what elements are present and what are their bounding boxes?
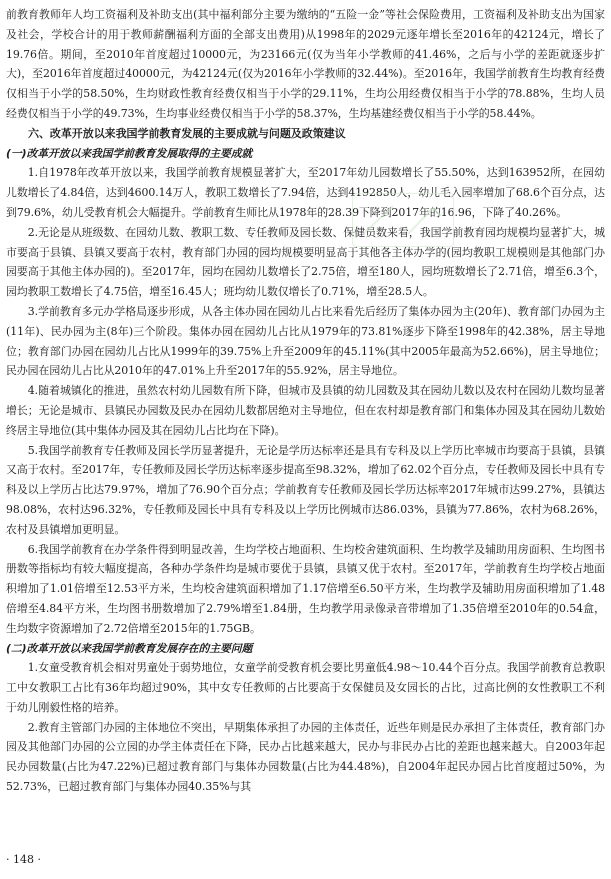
paragraph-achievement-6: 6.我国学前教育在办学条件得到明显改善，生均学校占地面积、生均校舍建筑面积、生均教学及辅助用房面积、生均图书册数等指标均有较大幅度提高，各种办学条件均是城市要优于县镇，县镇又优于农村。至2017年，学前教育生均学校占地面积增加了1.01倍增至12.53平方米，生均校舍建筑面积增加了1.17倍增至6.50平方米，生均教学及辅助用房面积增加了1.48倍增至4.84平方米，生均图书册数增加了2.79%增至1.84册，生均教学用录像录音带增加了1.35倍增至2010年的0.54盒，生均数字资源增加了2.72倍增至2015年的1.75GB。 bbox=[6, 542, 605, 635]
document-body bbox=[6, 5, 605, 797]
paragraph-achievement-1: 1.自1978年改革开放以来，我国学前教育规模显著扩大，至2017年幼儿园数增长了55.50%，达到163952所，在园幼儿数增长了4.84倍，达到4600.14万人，教职工数增长了7.94倍，达到4192850人，幼儿毛入园率增加了68.6个百分点，达到79.6%，幼儿受教育机会大幅提升。学前教育生师比从1978年的28.39下降到2017年的16.96，下降了40.26%。 bbox=[6, 166, 605, 219]
subsection-heading-achievements: (一)改革开放以来我国学前教育发展取得的主要成就 bbox=[6, 146, 253, 160]
green-stamp-icon bbox=[352, 193, 454, 247]
paragraph-achievement-3: 3.学前教育多元办学格局逐步形成，从各主体办园在园幼儿占比来看先后经历了集体办园为主(20年)、教育部门办园为主(11年)、民办园为主(8年)三个阶段。集体办园在园幼儿占比从1979年的73.81%逐步下降至1998年的42.38%，居主导地位；教育部门办园在园幼儿占比从1999年的39.75%上升至2009年的45.11%(其中2005年最高为52.66%)，居主导地位；民办园在园幼儿占比从2010年的47.01%上升至2017年的55.92%，居主导地位。 bbox=[6, 304, 605, 378]
paragraph-achievement-2: 2.无论是从班级数、在园幼儿数、教职工数、专任教师及园长数、保健员数来看，我国学前教育园均规模均显著扩大，城市要高于县镇、县镇又要高于农村，教育部门办园的园均规模要明显高于其他各主体办学的(园均教职工规模则是其他部门办园要高于其他主体办园的)。至2017年，园均在园幼儿数增长了2.75倍，增至180人，园均班数增长了2.71倍，增至6.3个，园均教职工数增长了4.75倍，增至16.45人；班均幼儿数仅增长了0.71%，增至28.5人。 bbox=[6, 225, 605, 299]
paragraph-problem-2: 2.教育主管部门办园的主体地位不突出，早期集体承担了办园的主体责任，近些年则是民办承担了主体责任，教育部门办园及其他部门办园的公立园的办学主体责任在下降，民办占比越来越大，民办与非民办占比的差距也越来越大。自2003年起民办园数量(占比为47.22%)已超过教育部门与集体办园数量(占比为44.48%)，自2004年起民办园占比首度超过50%，为52.73%，已超过教育部门与集体办园40.35%与其 bbox=[6, 720, 605, 794]
paragraph-problem-1: 1.女童受教育机会相对男童处于弱势地位，女童学前受教育机会要比男童低4.98～10.44个百分点。我国学前教育总教职工中女教职工占比有36年均超过90%，其中女专任教师的占比要高于女保健员及女园长的占比，过高比例的女性教职工不利于幼儿刚毅性格的培养。 bbox=[6, 661, 605, 714]
section-heading: 六、改革开放以来我国学前教育发展的主要成就与问题及政策建议 bbox=[28, 126, 346, 140]
paragraph-achievement-5: 5.我国学前教育专任教师及园长学历显著提升，无论是学历达标率还是具有专科及以上学历比率城市均要高于县镇，县镇又高于农村。至2017年，专任教师及园长学历达标率逐步提高至98.32%，增加了62.02个百分点，专任教师及园长中具有专科及以上学历占比达79.97%，增加了76.90个百分点；学前教育专任教师及园长学历达标率2017年城市达99.27%，县镇达98.08%，农村达96.32%，专任教师及园长中具有专科及以上学历比例城市达86.03%，县镇为77.86%，农村为68.26%，农村及县镇增加更明显。 bbox=[6, 443, 605, 536]
paragraph-achievement-4: 4.随着城镇化的推进，虽然农村幼儿园数有所下降，但城市及县镇的幼儿园数及其在园幼儿数以及农村在园幼儿数均显著增长；无论是城市、县镇民办园数及民办在园幼儿数都居绝对主导地位，但在农村却是教育部门和集体办园及其在园幼儿数始终居主导地位(其中集体办园及其在园幼儿占比均在下降)。 bbox=[6, 384, 605, 437]
subsection-heading-problems: (二)改革开放以来我国学前教育发展存在的主要问题 bbox=[6, 641, 253, 655]
paragraph-0: 前教育教师年人均工资福利及补助支出(其中福利部分主要为缴纳的“五险一金”等社会保险费用，工资福利及补助支出为国家及社会，学校合计的用于教师薪酬福利方面的全部支出费用)从1998年的2029元逐年增长至2016年的42124元，增长了19.76倍。期间，至2010年首度超过10000元，为23166元(仅为当年小学教师的41.46%，之后与小学的差距就逐步扩大)，至2016年首度超过40000元，为42124元(仅为2016年小学教师的32.44%)。至2016年，我国学前教育生均教育经费仅相当于小学的58.50%，生均财政性教育经费仅相当于小学的29.11%，生均公用经费仅相当于小学的78.88%，生均人员经费仅相当于小学的49.73%，生均事业经费仅相当于小学的58.37%，生均基建经费仅相当于小学的58.44%。 bbox=[6, 8, 605, 120]
page-number: · 148 · bbox=[6, 853, 41, 866]
